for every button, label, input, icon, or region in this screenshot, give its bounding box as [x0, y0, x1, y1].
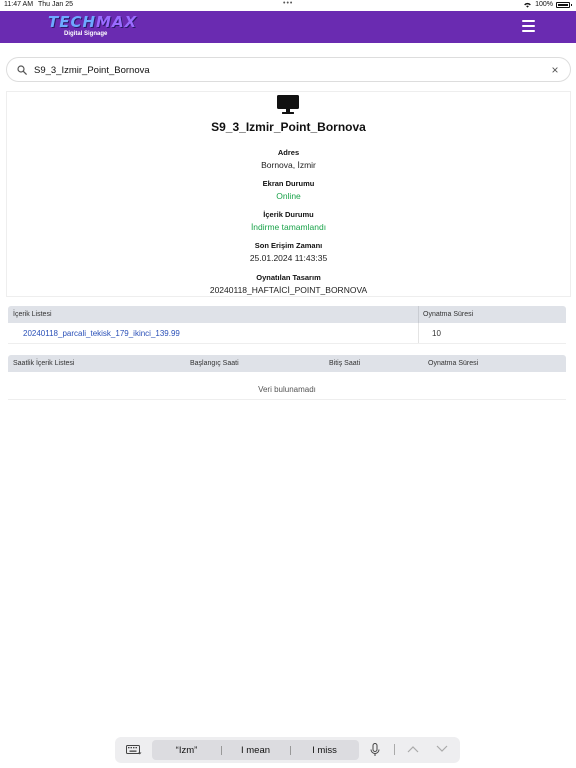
battery-icon [556, 2, 570, 8]
status-right [523, 1, 570, 8]
chevron-down-icon[interactable] [436, 745, 448, 753]
field-value: Bornova, İzmir [261, 160, 316, 170]
search-bar[interactable] [6, 57, 571, 82]
duration-value: 10 [432, 329, 441, 338]
logo-text [48, 14, 137, 30]
table-header [8, 306, 566, 323]
field-value: 25.01.2024 11:43:35 [249, 253, 328, 263]
field-value: 20240118_HAFTAİCİ_POINT_BORNOVA [209, 285, 368, 295]
suggestion-strip [152, 740, 359, 760]
column-header: Oynatma Süresi [428, 360, 479, 367]
keyboard-shortcut-bar [115, 737, 460, 763]
table-row[interactable] [8, 323, 566, 344]
hamburger-icon[interactable] [522, 20, 535, 32]
wifi-icon [523, 2, 532, 8]
app-header [0, 11, 576, 43]
status-bar [0, 0, 576, 11]
hourly-content-table [8, 355, 566, 400]
table-header [8, 355, 566, 372]
field-label: Oynatılan Tasarım [256, 273, 321, 282]
techmax-logo[interactable] [48, 13, 138, 37]
field-screen-status [7, 179, 570, 201]
divider [394, 744, 395, 755]
field-played-design [7, 273, 570, 295]
chevron-up-icon[interactable] [407, 745, 419, 753]
field-content-status [7, 210, 570, 232]
field-last-access [7, 241, 570, 263]
multitasking-dots-icon[interactable]: ••• [283, 0, 294, 7]
logo-subtitle: Digital Signage [64, 31, 108, 37]
device-name: S9_3_Izmir_Point_Bornova [211, 120, 366, 134]
suggestion-item[interactable]: I miss [312, 745, 337, 756]
microphone-icon[interactable] [370, 743, 380, 757]
content-list-table [8, 306, 566, 344]
field-label: İçerik Durumu [263, 210, 314, 219]
monitor-icon [276, 94, 300, 114]
column-header: Bitiş Saati [329, 360, 361, 367]
logo-main: TECH [48, 13, 97, 31]
column-header: Oynatma Süresi [423, 311, 474, 318]
search-input[interactable] [34, 62, 534, 78]
close-icon[interactable]: × [551, 63, 559, 77]
suggestion-item[interactable]: “Izm” [175, 745, 198, 756]
content-link[interactable]: 20240118_parcali_tekisk_179_ikinci_139.99 [23, 329, 180, 338]
status-download-complete: İndirme tamamlandı [250, 222, 327, 232]
empty-message: Veri bulunamadı [258, 385, 316, 394]
status-time: 11:47 AM [4, 1, 34, 8]
column-header: İçerik Listesi [13, 311, 52, 318]
keyboard-icon[interactable] [126, 745, 142, 755]
column-header: Saatlik İçerik Listesi [13, 360, 75, 367]
battery-percent: 100% [535, 1, 553, 8]
suggestion-item[interactable]: I mean [240, 745, 271, 756]
device-info-card [6, 91, 571, 297]
field-label: Ekran Durumu [262, 179, 315, 188]
logo-accent: MAX [96, 13, 138, 31]
field-label: Son Erişim Zamanı [254, 241, 323, 250]
field-address [7, 148, 570, 170]
column-header: Başlangıç Saati [190, 360, 239, 367]
status-online: Online [276, 191, 301, 201]
field-label: Adres [277, 148, 300, 157]
status-date: Thu Jan 25 [38, 1, 74, 8]
empty-state [8, 372, 566, 400]
search-icon [17, 65, 27, 75]
